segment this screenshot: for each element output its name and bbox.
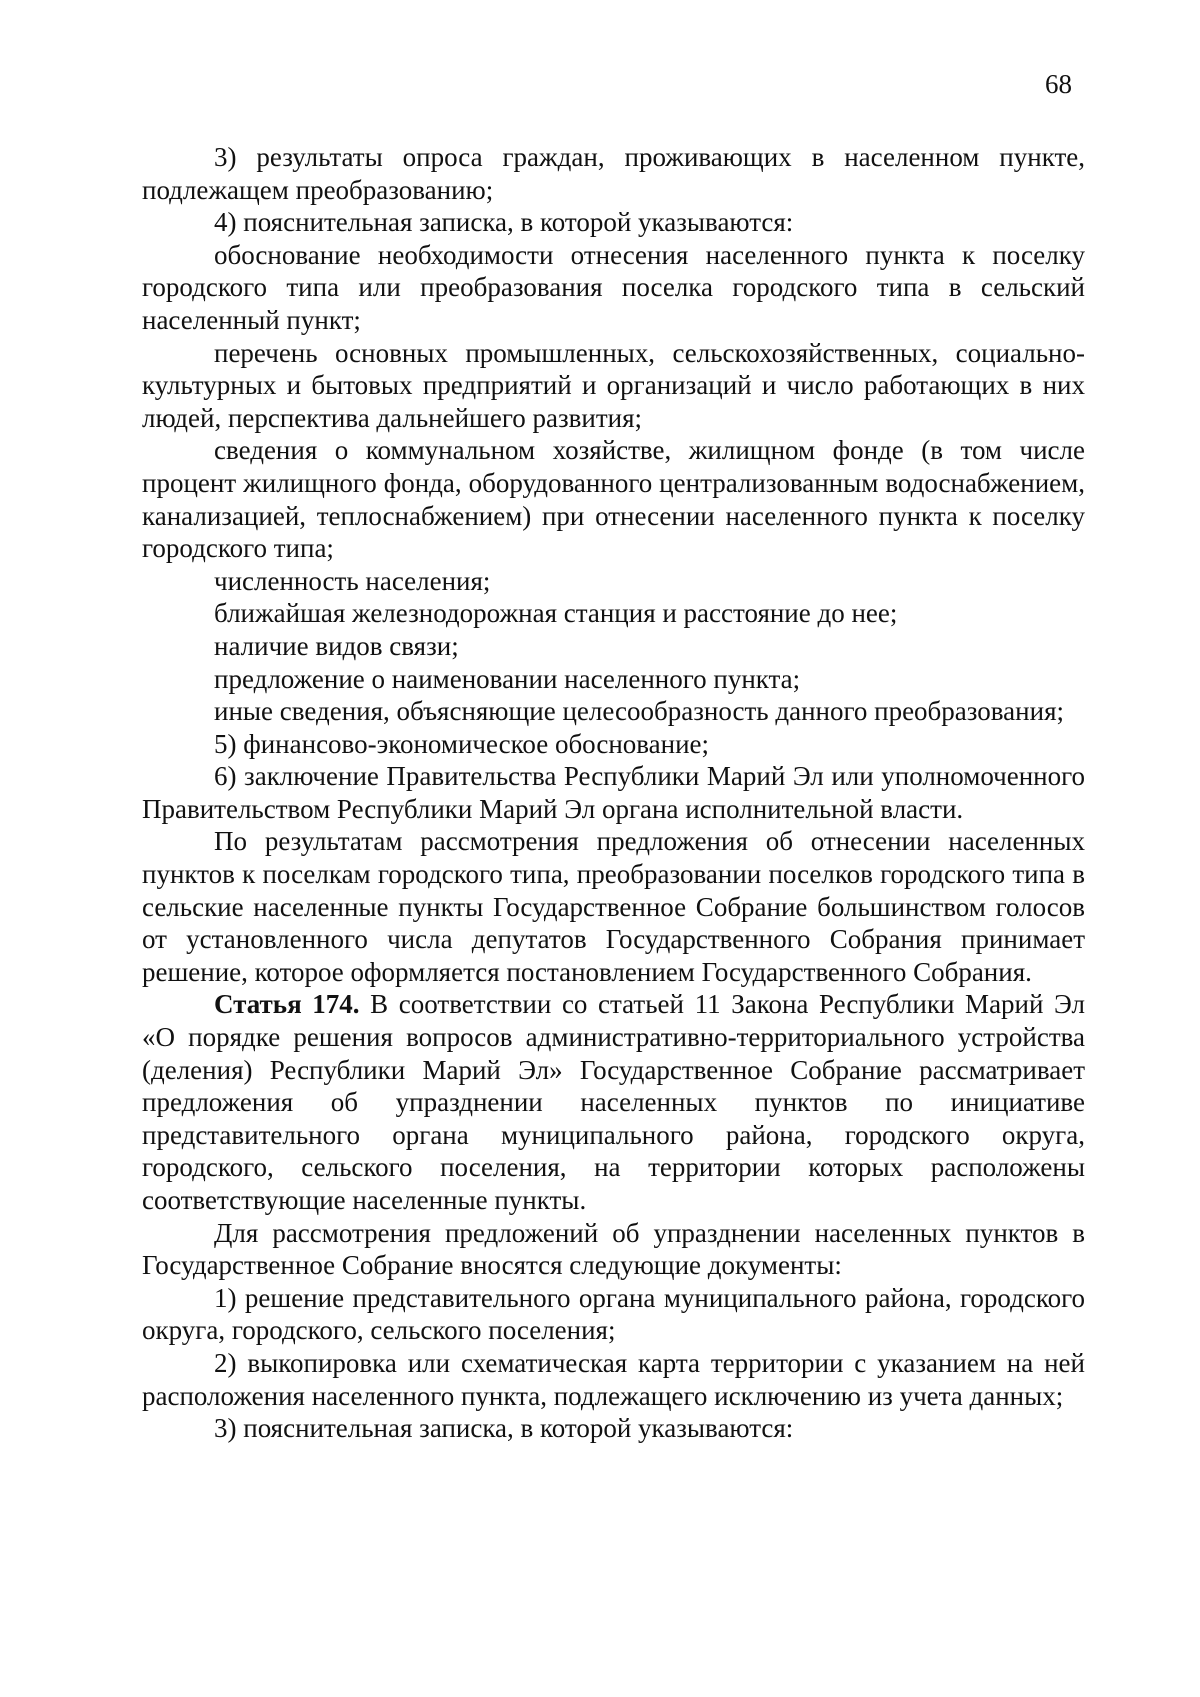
paragraph-abolition-item-1: 1) решение представительного органа муниципального района, городского округа, городского, сельского поселения;	[142, 1282, 1085, 1346]
paragraph-item-4: 4) пояснительная записка, в которой указываются:	[214, 207, 794, 238]
document-body	[142, 141, 1085, 1445]
paragraph-communications: наличие видов связи;	[214, 630, 459, 661]
paragraph-railway: ближайшая железнодорожная станция и расстояние до нее;	[214, 598, 898, 629]
paragraph-other-info: иные сведения, объясняющие целесообразность данного преобразования;	[214, 696, 1064, 727]
paragraph-naming: предложение о наименовании населенного пункта;	[214, 663, 801, 694]
paragraph-enterprises: перечень основных промышленных, сельскохозяйственных, социально-культурных и бытовых предприятий и организаций и число работающих в них людей, перспектива дальнейшего развития;	[142, 337, 1085, 433]
paragraph-item-6: 6) заключение Правительства Республики Марий Эл или уполномоченного Правительством Республики Марий Эл органа исполнительной власти.	[142, 761, 1085, 824]
article-text: В соответствии со статьей 11 Закона Республики Марий Эл «О порядке решения вопросов административно-территориального устройства (деления) Республики Марий Эл» Государственное Собрание рассматривает предложения об упразднении населенных пунктов по инициативе представительного органа муниципального района, городского округа, городского, сельского поселения, на территории которых расположены соответствующие населенные пункты.	[142, 989, 1085, 1215]
paragraph-utilities: сведения о коммунальном хозяйстве, жилищном фонде (в том числе процент жилищного фонда, оборудованного централизованным водоснабжением, канализацией, теплоснабжением) при отнесении населенного пункта к поселку городского типа;	[142, 435, 1085, 564]
paragraph-population: численность населения;	[214, 565, 491, 596]
paragraph-item-3: 3) результаты опроса граждан, проживающих в населенном пункте, подлежащем преобразованию;	[142, 142, 1085, 205]
paragraph-item-5: 5) финансово-экономическое обоснование;	[214, 728, 710, 759]
paragraph-abolition-item-2: 2) выкопировка или схематическая карта территории с указанием на ней расположения населенного пункта, подлежащего исключению из учета данных;	[142, 1347, 1085, 1411]
article-label: Статья 174.	[214, 989, 360, 1020]
paragraph-abolition-item-3: 3) пояснительная записка, в которой указываются:	[214, 1413, 794, 1444]
paragraph-decision: По результатам рассмотрения предложения об отнесении населенных пунктов к поселкам городского типа, преобразовании поселков городского типа в сельские населенные пункты Государственное Собрание большинством голосов от установленного числа депутатов Государственного Собрания принимает решение, которое оформляется постановлением Государственного Собрания.	[142, 826, 1085, 987]
paragraph-justification: обоснование необходимости отнесения населенного пункта к поселку городского типа или преобразования поселка городского типа в сельский населенный пункт;	[142, 239, 1085, 335]
page-number: 68	[1045, 69, 1072, 99]
paragraph-documents-intro: Для рассмотрения предложений об упразднении населенных пунктов в Государственное Собрание вносятся следующие документы:	[142, 1217, 1085, 1281]
article-paragraph	[142, 988, 1085, 1216]
